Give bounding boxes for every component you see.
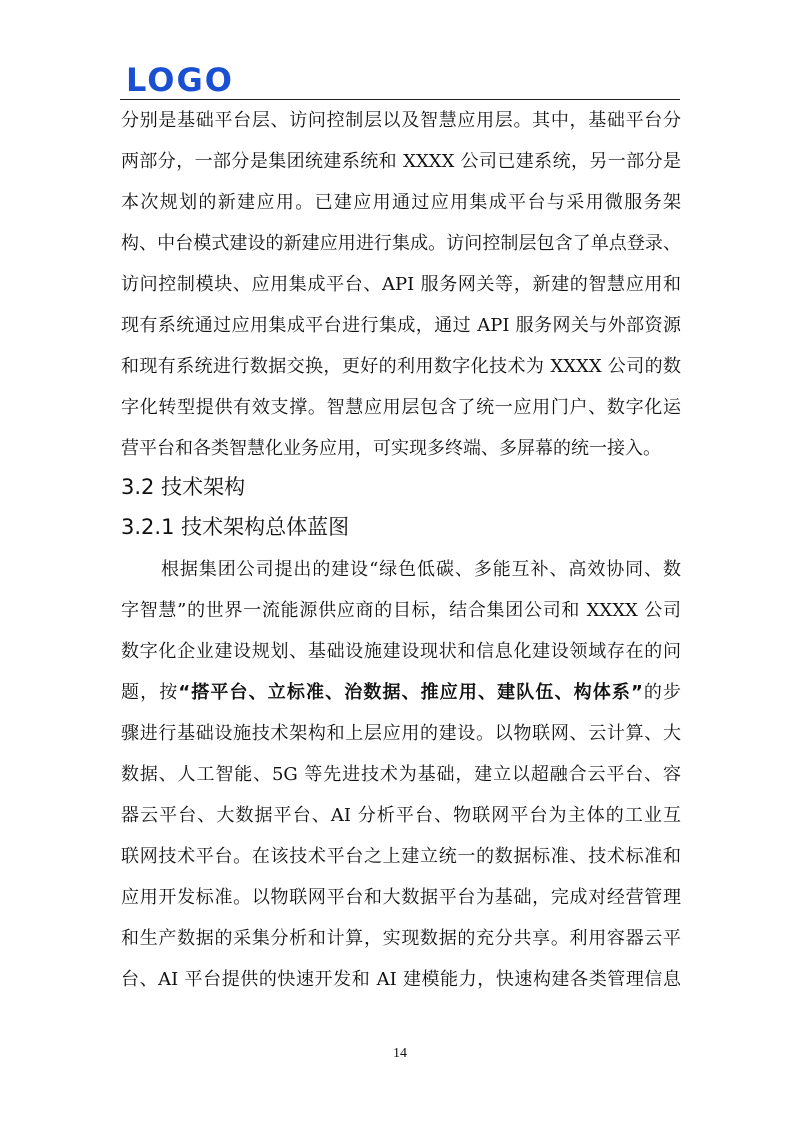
text-line: 和生产数据的采集分析和计算，实现数据的充分共享。利用容器云平	[121, 928, 681, 949]
paragraph-1	[121, 100, 681, 469]
text-line: 应用开发标准。以物联网平台和大数据平台为基础，完成对经营管理	[121, 887, 681, 908]
text-line: 本次规划的新建应用。已建应用通过应用集成平台与采用微服务架	[121, 192, 681, 213]
section-heading: 3.2 技术架构	[121, 475, 246, 499]
subsection-heading: 3.2.1 技术架构总体蓝图	[121, 515, 350, 539]
text-line: 构、中台模式建设的新建应用进行集成。访问控制层包含了单点登录、	[121, 233, 681, 254]
text-line: 访问控制模块、应用集成平台、API 服务网关等，新建的智慧应用和	[121, 274, 681, 295]
text-line	[121, 672, 681, 713]
document-body	[121, 100, 681, 1000]
text-line: 两部分，一部分是集团统建系统和 XXXX 公司已建系统，另一部分是	[121, 151, 681, 172]
text-line: 器云平台、大数据平台、AI 分析平台、物联网平台为主体的工业互	[121, 805, 681, 826]
text-line: 字智慧”的世界一流能源供应商的目标，结合集团公司和 XXXX 公司	[121, 600, 681, 621]
text-line: 现有系统通过应用集成平台进行集成，通过 API 服务网关与外部资源	[121, 315, 681, 336]
text-line: 骤进行基础设施技术架构和上层应用的建设。以物联网、云计算、大	[121, 723, 681, 744]
paragraph-2	[121, 549, 681, 1000]
text-line: 分别是基础平台层、访问控制层以及智慧应用层。其中，基础平台分	[121, 110, 681, 131]
text-segment: 的步	[642, 682, 681, 703]
bold-emphasis: “搭平台、立标准、治数据、推应用、建队伍、构体系”	[178, 682, 643, 703]
text-line: 字化转型提供有效支撑。智慧应用层包含了统一应用门户、数字化运	[121, 397, 681, 418]
text-line: 联网技术平台。在该技术平台之上建立统一的数据标准、技术标准和	[121, 846, 681, 867]
page-number: 14	[393, 1046, 407, 1061]
text-line: 数字化企业建设规划、基础设施建设现状和信息化建设领域存在的问	[121, 641, 681, 662]
logo: LOGO	[126, 61, 234, 99]
text-line: 根据集团公司提出的建设“绿色低碳、多能互补、高效协同、数	[161, 559, 681, 580]
text-line: 营平台和各类智慧化业务应用，可实现多终端、多屏幕的统一接入。	[121, 438, 661, 459]
text-segment: 题，按	[121, 682, 179, 703]
text-line: 台、AI 平台提供的快速开发和 AI 建模能力，快速构建各类管理信息	[121, 969, 681, 990]
text-line: 数据、人工智能、5G 等先进技术为基础，建立以超融合云平台、容	[121, 764, 681, 785]
text-line: 和现有系统进行数据交换，更好的利用数字化技术为 XXXX 公司的数	[121, 356, 681, 377]
